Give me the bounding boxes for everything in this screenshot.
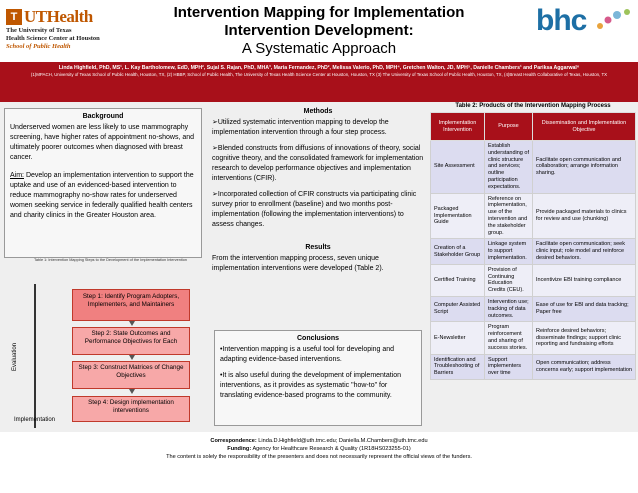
table-row xyxy=(431,239,636,264)
conclusions-bullet: •It is also useful during the development of implementation interventions, as it provides as systematic "how-to" for translating evidence-based programs to the community. xyxy=(220,372,402,399)
bullet-icon: • xyxy=(220,346,223,353)
table-cell: Reinforce desired behaviors; disseminate findings; support clinic reporting and fundraising efforts xyxy=(533,322,636,354)
axis-label-implementation: Implementation xyxy=(14,417,56,423)
bhc-wordmark: bhc xyxy=(536,4,587,37)
methods-heading: Methods xyxy=(303,108,333,115)
bullet-icon: • xyxy=(220,372,223,379)
arrow-down-icon xyxy=(129,355,135,360)
check-bullet-icon: ➢ xyxy=(212,191,218,198)
ut-line-2: Health Science Center at Houston xyxy=(6,35,100,42)
table-row xyxy=(431,354,636,379)
aim-label: Aim: xyxy=(10,172,24,179)
background-para-1: Underserved women are less likely to use mammography screening, have higher rates of appointment no-shows, and ultimately poorer outcomes when diagnosed with breast cancer. xyxy=(10,124,195,161)
background-para-2 xyxy=(10,171,196,221)
im-step-4: Step 4: Design implementation interventions xyxy=(72,396,190,422)
table-row xyxy=(431,264,636,296)
conclusions-bullet: •Intervention mapping is a useful tool for developing and adapting evidence-based interventions. xyxy=(220,346,395,363)
title-line-3: A Systematic Approach xyxy=(241,40,397,57)
conclusions-heading: Conclusions xyxy=(296,335,339,342)
methods-bullet: ➢Incorporated collection of CFIR constructs via participating clinic survey prior to enrollment (baseline) and two months post-implementation (following the implementation interventions) to assess changes. xyxy=(212,191,417,228)
table-header-cell: Purpose xyxy=(485,113,533,141)
table-cell: Support implementers over time xyxy=(485,354,533,379)
poster-footer xyxy=(0,432,638,493)
axis-label-evaluation: Evaluation xyxy=(12,342,18,371)
table-cell: Identification and Troubleshooting of Barriers xyxy=(431,354,485,379)
methods-section xyxy=(212,108,424,236)
poster-title xyxy=(140,4,498,58)
table-cell: Reference on implementation, use of the intervention and the stakeholder group. xyxy=(485,193,533,239)
table-cell: Incentivize EBI training compliance xyxy=(533,264,636,296)
table-cell: Facilitate open communication and collaboration; arrange information sharing. xyxy=(533,141,636,194)
correspondence-label: Correspondence: xyxy=(210,438,257,444)
table-cell: Certified Training xyxy=(431,264,485,296)
table-cell: Provision of Continuing Education Credits (CEU). xyxy=(485,264,533,296)
arrow-down-icon xyxy=(129,321,135,326)
axis-line xyxy=(34,284,36,428)
title-line-2: Intervention Development: xyxy=(224,22,414,39)
title-line-1: Intervention Mapping for Implementation xyxy=(173,4,465,21)
table-row xyxy=(431,322,636,354)
im-step-3: Step 3: Construct Matrices of Change Objectives xyxy=(72,361,190,389)
table-cell: Site Assessment xyxy=(431,141,485,194)
authors-bar xyxy=(0,62,638,102)
table-cell: Computer Assisted Script xyxy=(431,296,485,321)
table-header-row xyxy=(431,113,636,141)
methods-bullet: ➢Blended constructs from diffusions of innovations of theory, social cognitive theory, and the consolidated framework for implementation research to develop performance objectives and implementation interventions (CFIR). xyxy=(212,145,424,182)
correspondence-emails: Linda.D.Highfield@uth.tmc.edu; Daniella.M.Chambers@uth.tmc.edu xyxy=(256,438,428,444)
ut-shield-icon: T xyxy=(6,9,22,25)
correspondence-line xyxy=(0,437,638,445)
table-cell: Open communication; address concerns early; support implementation xyxy=(533,354,636,379)
table-cell: Linkage system to support implementation. xyxy=(485,239,533,264)
ut-wordmark: UTHealth xyxy=(24,7,93,26)
table2-title: Table 2: Products of the Intervention Mapping Process xyxy=(455,103,611,109)
check-bullet-icon: ➢ xyxy=(212,145,218,152)
author-affiliations: (1)MPACH, University of Texas School of Public Health, Houston, TX, (2) HBBP, School of Public Health, The University of Texas Health Science Center at Houston, Houston, TX (3) The University of Texas School of Public Health, Houston, TX, (4)Breast Health Collaborative of Texas, Houston, TX xyxy=(30,72,608,77)
conclusions-section xyxy=(214,330,422,426)
disclaimer-line: The content is solely the responsibility of the presenters and does not necessarily represent the official views of the funders. xyxy=(166,454,472,460)
results-heading: Results xyxy=(305,244,331,251)
bhc-logo xyxy=(536,6,634,58)
table-header-cell: Dissemination and Implementation Objective xyxy=(533,113,636,141)
table-cell: Ease of use for EBI and data tracking; Paper free xyxy=(533,296,636,321)
table-row xyxy=(431,296,636,321)
results-text: From the intervention mapping process, seven unique implementation interventions were developed (Table 2). xyxy=(212,255,384,272)
uthealth-logo xyxy=(6,7,112,57)
figure-caption: Table 1: Intervention Mapping Steps to the Development of the Implementation Intervention xyxy=(34,258,188,262)
methods-bullet: ➢Utilized systematic intervention mapping to develop the implementation intervention through a four step process. xyxy=(212,119,389,136)
poster-body xyxy=(0,102,638,432)
table-row xyxy=(431,193,636,239)
table-cell: Creation of a Stakeholder Group xyxy=(431,239,485,264)
table-cell: Provide packaged materials to clinics for review and use (chunking) xyxy=(533,193,636,239)
im-step-1: Step 1: Identify Program Adopters, Implementers, and Maintainers xyxy=(72,289,190,321)
arrow-down-icon xyxy=(129,389,135,394)
table-row xyxy=(431,141,636,194)
check-bullet-icon: ➢ xyxy=(212,119,218,126)
poster-header xyxy=(0,0,638,60)
table-header-cell: Implementation Intervention xyxy=(431,113,485,141)
im-steps-figure xyxy=(12,276,202,430)
ut-line-3: School of Public Health xyxy=(6,43,71,50)
funding-line xyxy=(0,445,638,453)
funding-label: Funding: xyxy=(227,446,252,452)
table-cell: Establish understanding of clinic structure and services; outline participation expectations. xyxy=(485,141,533,194)
bhc-dots-icon xyxy=(594,8,634,32)
background-section xyxy=(4,108,202,258)
table-cell: E-Newsletter xyxy=(431,322,485,354)
table-cell: Intervention use; tracking of data outcomes. xyxy=(485,296,533,321)
table-cell: Facilitate open communication; seek clinic input; role model and reinforce desired behaviors. xyxy=(533,239,636,264)
funding-text: Agency for Healthcare Research & Quality (1R18HS023255-01) xyxy=(251,446,411,452)
products-table xyxy=(430,112,636,380)
aim-text: Develop an implementation intervention to support the uptake and use of an evidenced-based intervention to reduce mammography no-show rates for underserved women seeking service in federally qualified health centers and charity clinics in the Greater Houston area. xyxy=(10,172,194,219)
im-step-2: Step 2: State Outcomes and Performance Objectives for Each xyxy=(72,327,190,355)
table-cell: Packaged Implementation Guide xyxy=(431,193,485,239)
results-section xyxy=(212,244,424,274)
background-heading: Background xyxy=(82,113,124,120)
table-cell: Program reinforcement and sharing of success stories. xyxy=(485,322,533,354)
author-names: Linda Highfield, PhD, MS¹, L. Kay Bartholomew, EdD, MPH², Sujal S. Rajan, PhD, MHA³, Maria Fernandez, PhD², Melissa Valerio, PhD, MPH⁴, Gretchen Walton, JD, MPH⁵, Danielle Chambers¹ and Pariksa Aggarwal⁶ xyxy=(58,65,580,71)
ut-line-1: The University of Texas xyxy=(6,27,72,34)
